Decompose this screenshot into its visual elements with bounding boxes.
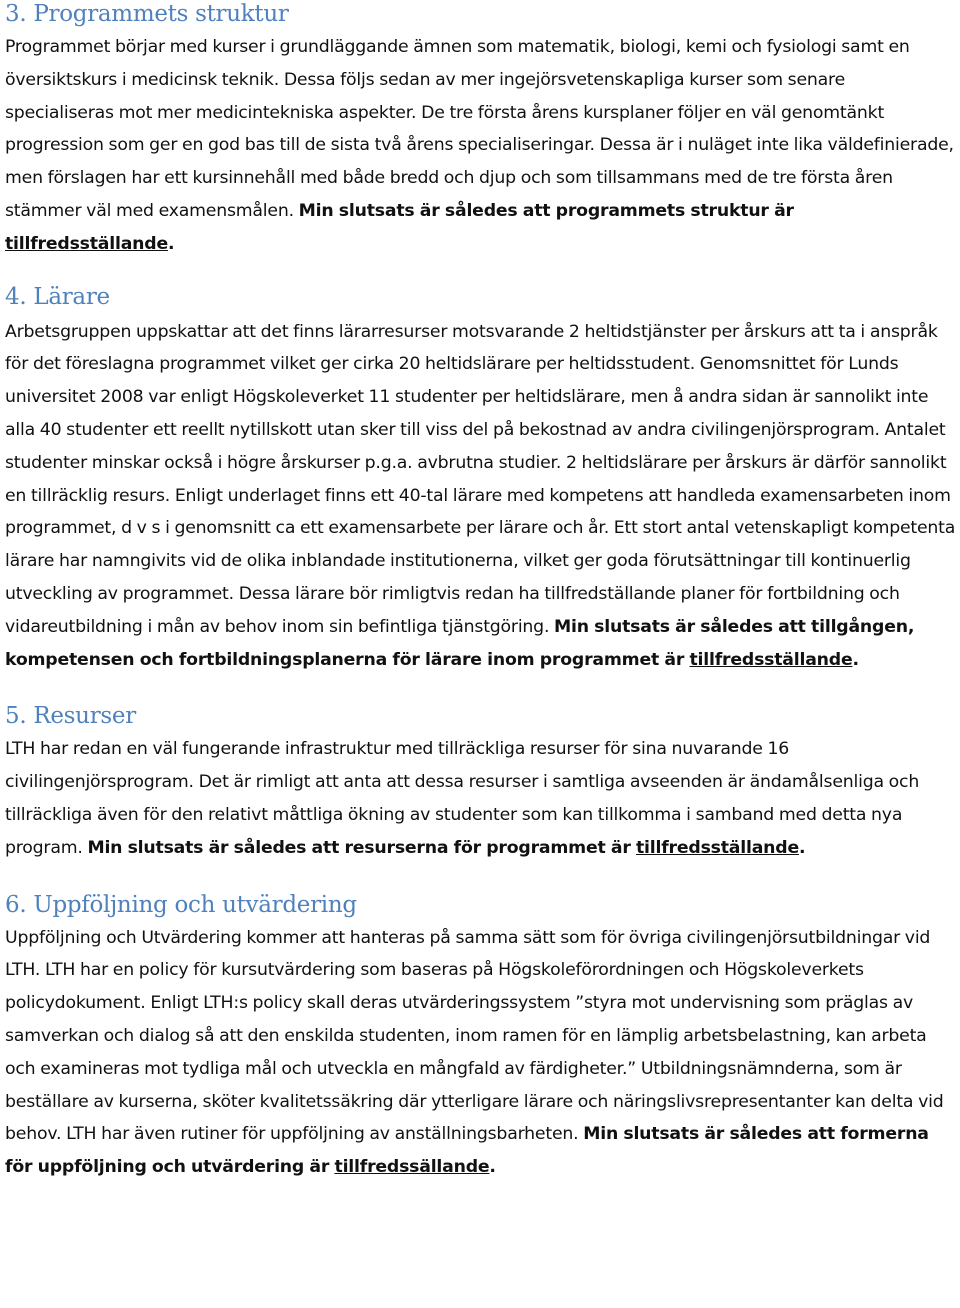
conclusion-verdict: tillfredsställande	[5, 233, 168, 254]
conclusion-end: .	[167, 233, 175, 254]
section-larare	[5, 283, 957, 677]
section-paragraph	[5, 733, 957, 864]
paragraph-text: Arbetsgruppen uppskattar att det finns lärarresurser motsvarande 2 heltidstjänster per årskurs att ta i anspråk för det föreslagna programmet vilket ger cirka 20 heltidslärare per heltidsstudent. Genomsnittet för Lunds universitet 2008 var enligt Högskoleverket 11 studenter per heltidslärare, men å andra sidan är sannolikt inte alla 40 studenter ett reellt nytillskott utan sker till viss del på bekostnad av andra civilingenjörsprogram. Antalet studenter minskar också i högre årskurser p.g.a. avbrutna studier. 2 heltidslärare per årskurs är därför sannolikt en tillräcklig resurs. Enligt underlaget finns ett 40-tal lärare med kompetens att handleda examensarbeten inom programmet, d v s i genomsnitt ca ett examensarbete per lärare och år. Ett stort antal vetenskapligt kompetenta lärare har namngivits vid de olika inblandade institutionerna, vilket ger goda förutsättningar till kontinuerlig utveckling av programmet. Dessa lärare bör rimligtvis redan ha tillfredställande planer för fortbildning och vidareutbildning i mån av behov inom sin befintliga tjänstgöring.	[5, 321, 956, 637]
section-heading: 3. Programmets struktur	[5, 1, 289, 27]
section-programmets-struktur	[5, 0, 957, 261]
conclusion-lead: Min slutsats är således att programmets struktur är	[298, 200, 794, 221]
conclusion-end: .	[798, 837, 806, 858]
document-page	[5, 0, 957, 1184]
paragraph-text: Programmet börjar med kurser i grundläggande ämnen som matematik, biologi, kemi och fysiologi samt en översiktskurs i medicinsk teknik. Dessa följs sedan av mer ingejörsvetenskapliga kurser som senare specialiseras mot mer medicintekniska aspekter. De tre första årens kursplaner följer en väl genomtänkt progression som ger en god bas till de sista två årens specialiseringar. Dessa är i nuläget inte lika väldefinierade, men förslagen har ett kursinnehåll med både bredd och djup och som tillsammans med de tre första åren stämmer väl med examensmålen.	[5, 37, 954, 221]
section-paragraph	[5, 316, 957, 677]
conclusion-end: .	[852, 649, 859, 670]
section-paragraph	[5, 922, 957, 1184]
section-heading: 5. Resurser	[5, 703, 136, 730]
conclusion-lead: Min slutsats är således att tillgången, kompetensen och fortbildningsplanerna för lärare inom programmet är	[5, 616, 915, 670]
paragraph-text: Uppföljning och Utvärdering kommer att hanteras på samma sätt som för övriga civilingenjörsutbildningar vid LTH. LTH har en policy för kursutvärdering som baseras på Högskoleförordningen och Högskoleverkets policydokument. Enligt LTH:s policy skall deras utvärderingssystem ”styra mot undervisning som präglas av samverkan och dialog så att den enskilda studenten, inom ramen för en lämplig arbetsbelastning, kan arbeta och examineras mot tydliga mål och utveckla en mångfald av färdigheter.” Utbildningsnämnderna, som är beställare av kurserna, sköter kvalitetssäkring där ytterligare lärare och näringslivsrepresentanter kan delta vid behov. LTH har även rutiner för uppföljning av anställningsbarheten.	[5, 927, 944, 1145]
section-heading: 6. Uppföljning och utvärdering	[5, 891, 357, 918]
paragraph-text: LTH har redan en väl fungerande infrastruktur med tillräckliga resurser för sina nuvarande 16 civilingenjörsprogram. Det är rimligt att anta att dessa resurser i samtliga avseenden är ändamålsenliga och tillräckliga även för den relativt måttliga ökning av studenter som kan tillkomma i samband med detta nya program.	[5, 739, 920, 858]
conclusion-verdict: tillfredssällande	[334, 1157, 490, 1178]
conclusion-lead: Min slutsats är således att formerna för uppföljning och utvärdering är	[5, 1124, 929, 1178]
section-paragraph	[5, 31, 957, 261]
section-heading: 4. Lärare	[5, 283, 110, 310]
section-resurser	[5, 702, 957, 864]
conclusion-end: .	[489, 1157, 496, 1178]
conclusion-lead: Min slutsats är således att resurserna för programmet är	[87, 837, 636, 858]
conclusion-text	[87, 838, 805, 858]
conclusion-verdict: tillfredsställande	[689, 649, 853, 670]
conclusion-verdict: tillfredsställande	[636, 837, 799, 858]
section-uppfoljning-och-utvardering	[5, 891, 957, 1184]
